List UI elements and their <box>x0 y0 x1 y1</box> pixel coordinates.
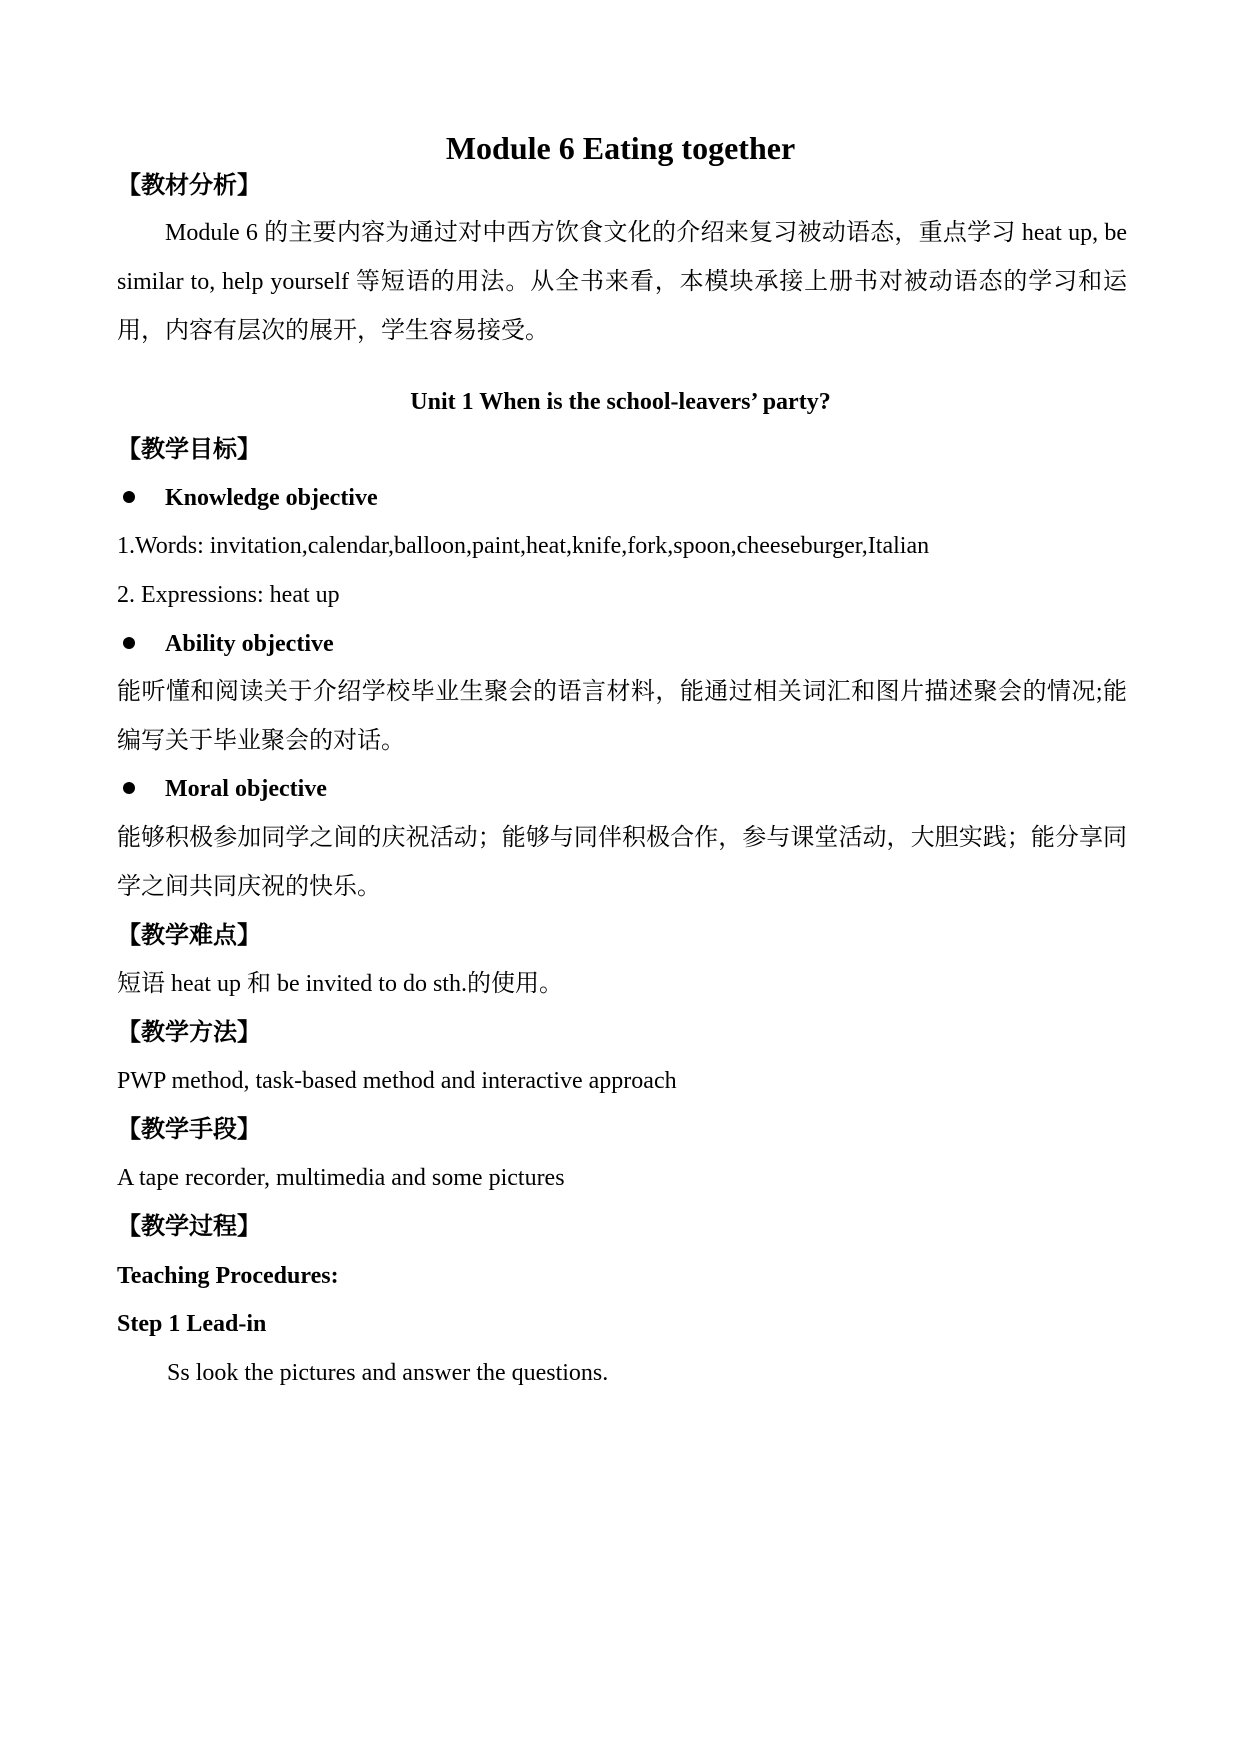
bullet-icon <box>123 782 135 794</box>
ability-objective-text: 能听懂和阅读关于介绍学校毕业生聚会的语言材料，能通过相关词汇和图片描述聚会的情况;能编写关于毕业聚会的对话。 <box>117 679 1127 754</box>
moral-objective-text: 能够积极参加同学之间的庆祝活动；能够与同伴积极合作，参与课堂活动，大胆实践；能分享同学之间共同庆祝的快乐。 <box>117 825 1127 900</box>
difficulties-text: 短语 heat up 和 be invited to do sth.的使用。 <box>117 971 563 997</box>
unit-title: Unit 1 When is the school-leavers’ party? <box>410 389 831 415</box>
ability-objective-item <box>117 628 334 660</box>
methods-heading: 【教学方法】 <box>117 1020 261 1046</box>
means-text: A tape recorder, multimedia and some pictures <box>117 1165 565 1191</box>
methods-text: PWP method, task-based method and interactive approach <box>117 1068 677 1094</box>
step1-text: Ss look the pictures and answer the questions. <box>167 1360 609 1386</box>
words-line: 1.Words: invitation,calendar,balloon,paint,heat,knife,fork,spoon,cheeseburger,Italian <box>117 533 930 559</box>
material-analysis-heading: 【教材分析】 <box>117 173 261 199</box>
teaching-objectives-heading: 【教学目标】 <box>117 437 261 463</box>
moral-objective-label: Moral objective <box>165 776 327 802</box>
moral-objective-item <box>117 773 327 805</box>
teaching-procedures-label: Teaching Procedures: <box>117 1263 339 1289</box>
ability-objective-label: Ability objective <box>165 631 334 657</box>
difficulties-heading: 【教学难点】 <box>117 923 261 949</box>
knowledge-objective-item <box>117 482 378 514</box>
process-heading: 【教学过程】 <box>117 1214 261 1240</box>
bullet-icon <box>123 637 135 649</box>
page-title: Module 6 Eating together <box>445 130 796 166</box>
step1-label: Step 1 Lead-in <box>117 1311 267 1337</box>
knowledge-objective-label: Knowledge objective <box>165 485 378 511</box>
material-analysis-text: Module 6 的主要内容为通过对中西方饮食文化的介绍来复习被动语态，重点学习 heat up, be similar to, help yourself 等短语的用法。从全书来看，本模块承接上册书对被动语态的学习和运用，内容有层次的展开，学生容易接受。 <box>117 220 1127 344</box>
means-heading: 【教学手段】 <box>117 1117 261 1143</box>
bullet-icon <box>123 491 135 503</box>
expressions-line: 2. Expressions: heat up <box>117 582 340 608</box>
